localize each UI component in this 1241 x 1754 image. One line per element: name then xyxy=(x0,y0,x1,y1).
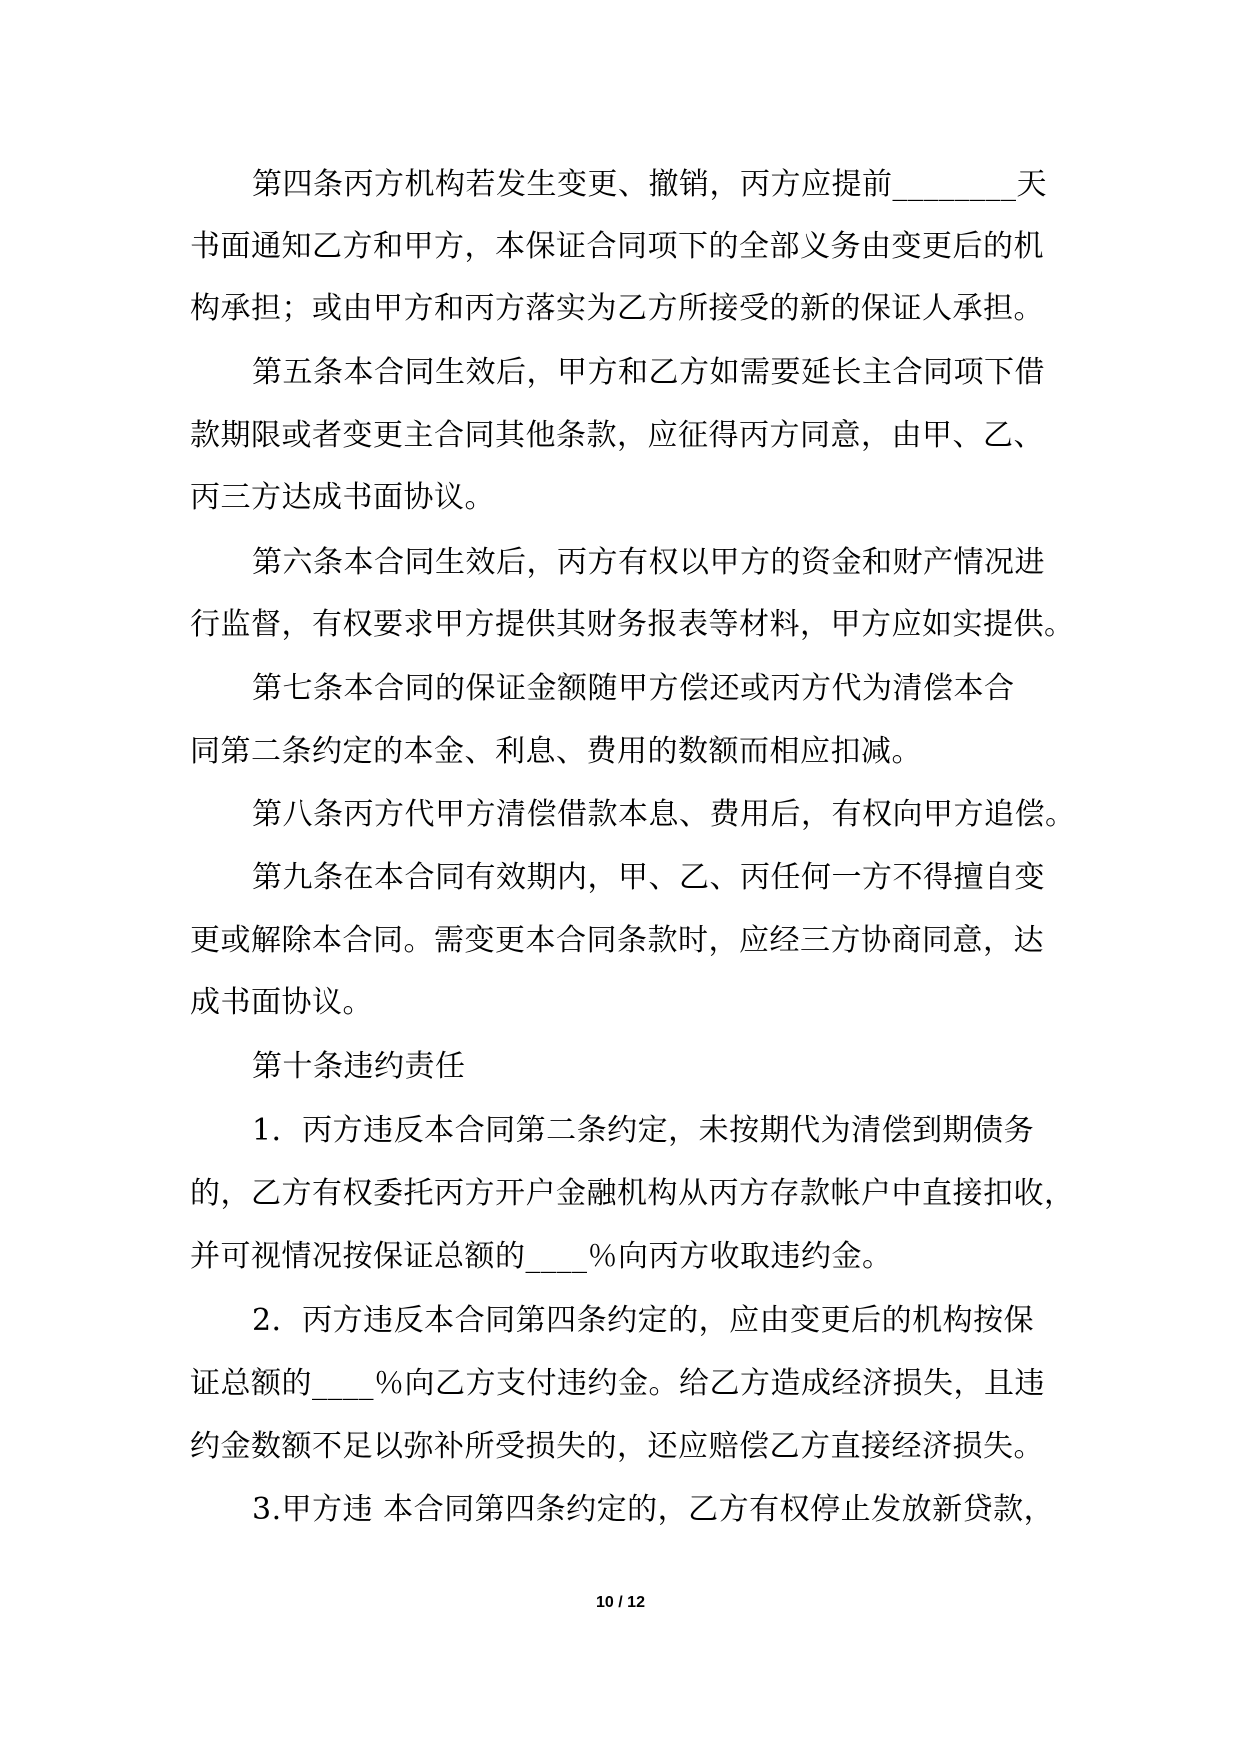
text-line: 第七条本合同的保证金额随甲方偿还或丙方代为清偿本合 xyxy=(252,671,1015,706)
text-line: 证总额的____％向乙方支付违约金。给乙方造成经济损失，且违 xyxy=(190,1366,1045,1401)
text-line: 第五条本合同生效后，甲方和乙方如需要延长主合同项下借 xyxy=(252,355,1045,390)
text-line: 款期限或者变更主合同其他条款，应征得丙方同意，由甲、乙、 xyxy=(190,418,1044,453)
text-line: 第九条在本合同有效期内，甲、乙、丙任何一方不得擅自变 xyxy=(252,860,1045,895)
text-line: 约金数额不足以弥补所受损失的，还应赔偿乙方直接经济损失。 xyxy=(190,1429,1044,1464)
text-line: 第四条丙方机构若发生变更、撤销，丙方应提前________天 xyxy=(252,167,1047,202)
text-line: 3.甲方违 本合同第四条约定的，乙方有权停止发放新贷款， xyxy=(252,1492,1055,1527)
page-number: 10 / 12 xyxy=(596,1594,645,1611)
text-line: 第六条本合同生效后，丙方有权以甲方的资金和财产情况进 xyxy=(252,545,1045,580)
text-line: 2．丙方违反本合同第四条约定的，应由变更后的机构按保 xyxy=(252,1303,1035,1338)
text-line: 行监督，有权要求甲方提供其财务报表等材料，甲方应如实提供。 xyxy=(190,607,1075,642)
text-line: 成书面协议。 xyxy=(190,985,373,1020)
section-heading: 第十条违约责任 xyxy=(252,1049,466,1084)
text-line: 构承担；或由甲方和丙方落实为乙方所接受的新的保证人承担。 xyxy=(190,291,1044,326)
text-line: 书面通知乙方和甲方，本保证合同项下的全部义务由变更后的机 xyxy=(190,229,1044,264)
text-line: 第八条丙方代甲方清偿借款本息、费用后，有权向甲方追偿。 xyxy=(252,797,1076,832)
text-line: 更或解除本合同。需变更本合同条款时，应经三方协商同意，达 xyxy=(190,923,1044,958)
text-line: 的，乙方有权委托丙方开户金融机构从丙方存款帐户中直接扣收， xyxy=(190,1176,1075,1211)
text-line: 丙三方达成书面协议。 xyxy=(190,480,495,515)
text-line: 1．丙方违反本合同第二条约定，未按期代为清偿到期债务 xyxy=(252,1113,1035,1148)
text-line: 同第二条约定的本金、利息、费用的数额而相应扣减。 xyxy=(190,734,922,769)
text-line: 并可视情况按保证总额的____％向丙方收取违约金。 xyxy=(190,1239,893,1274)
